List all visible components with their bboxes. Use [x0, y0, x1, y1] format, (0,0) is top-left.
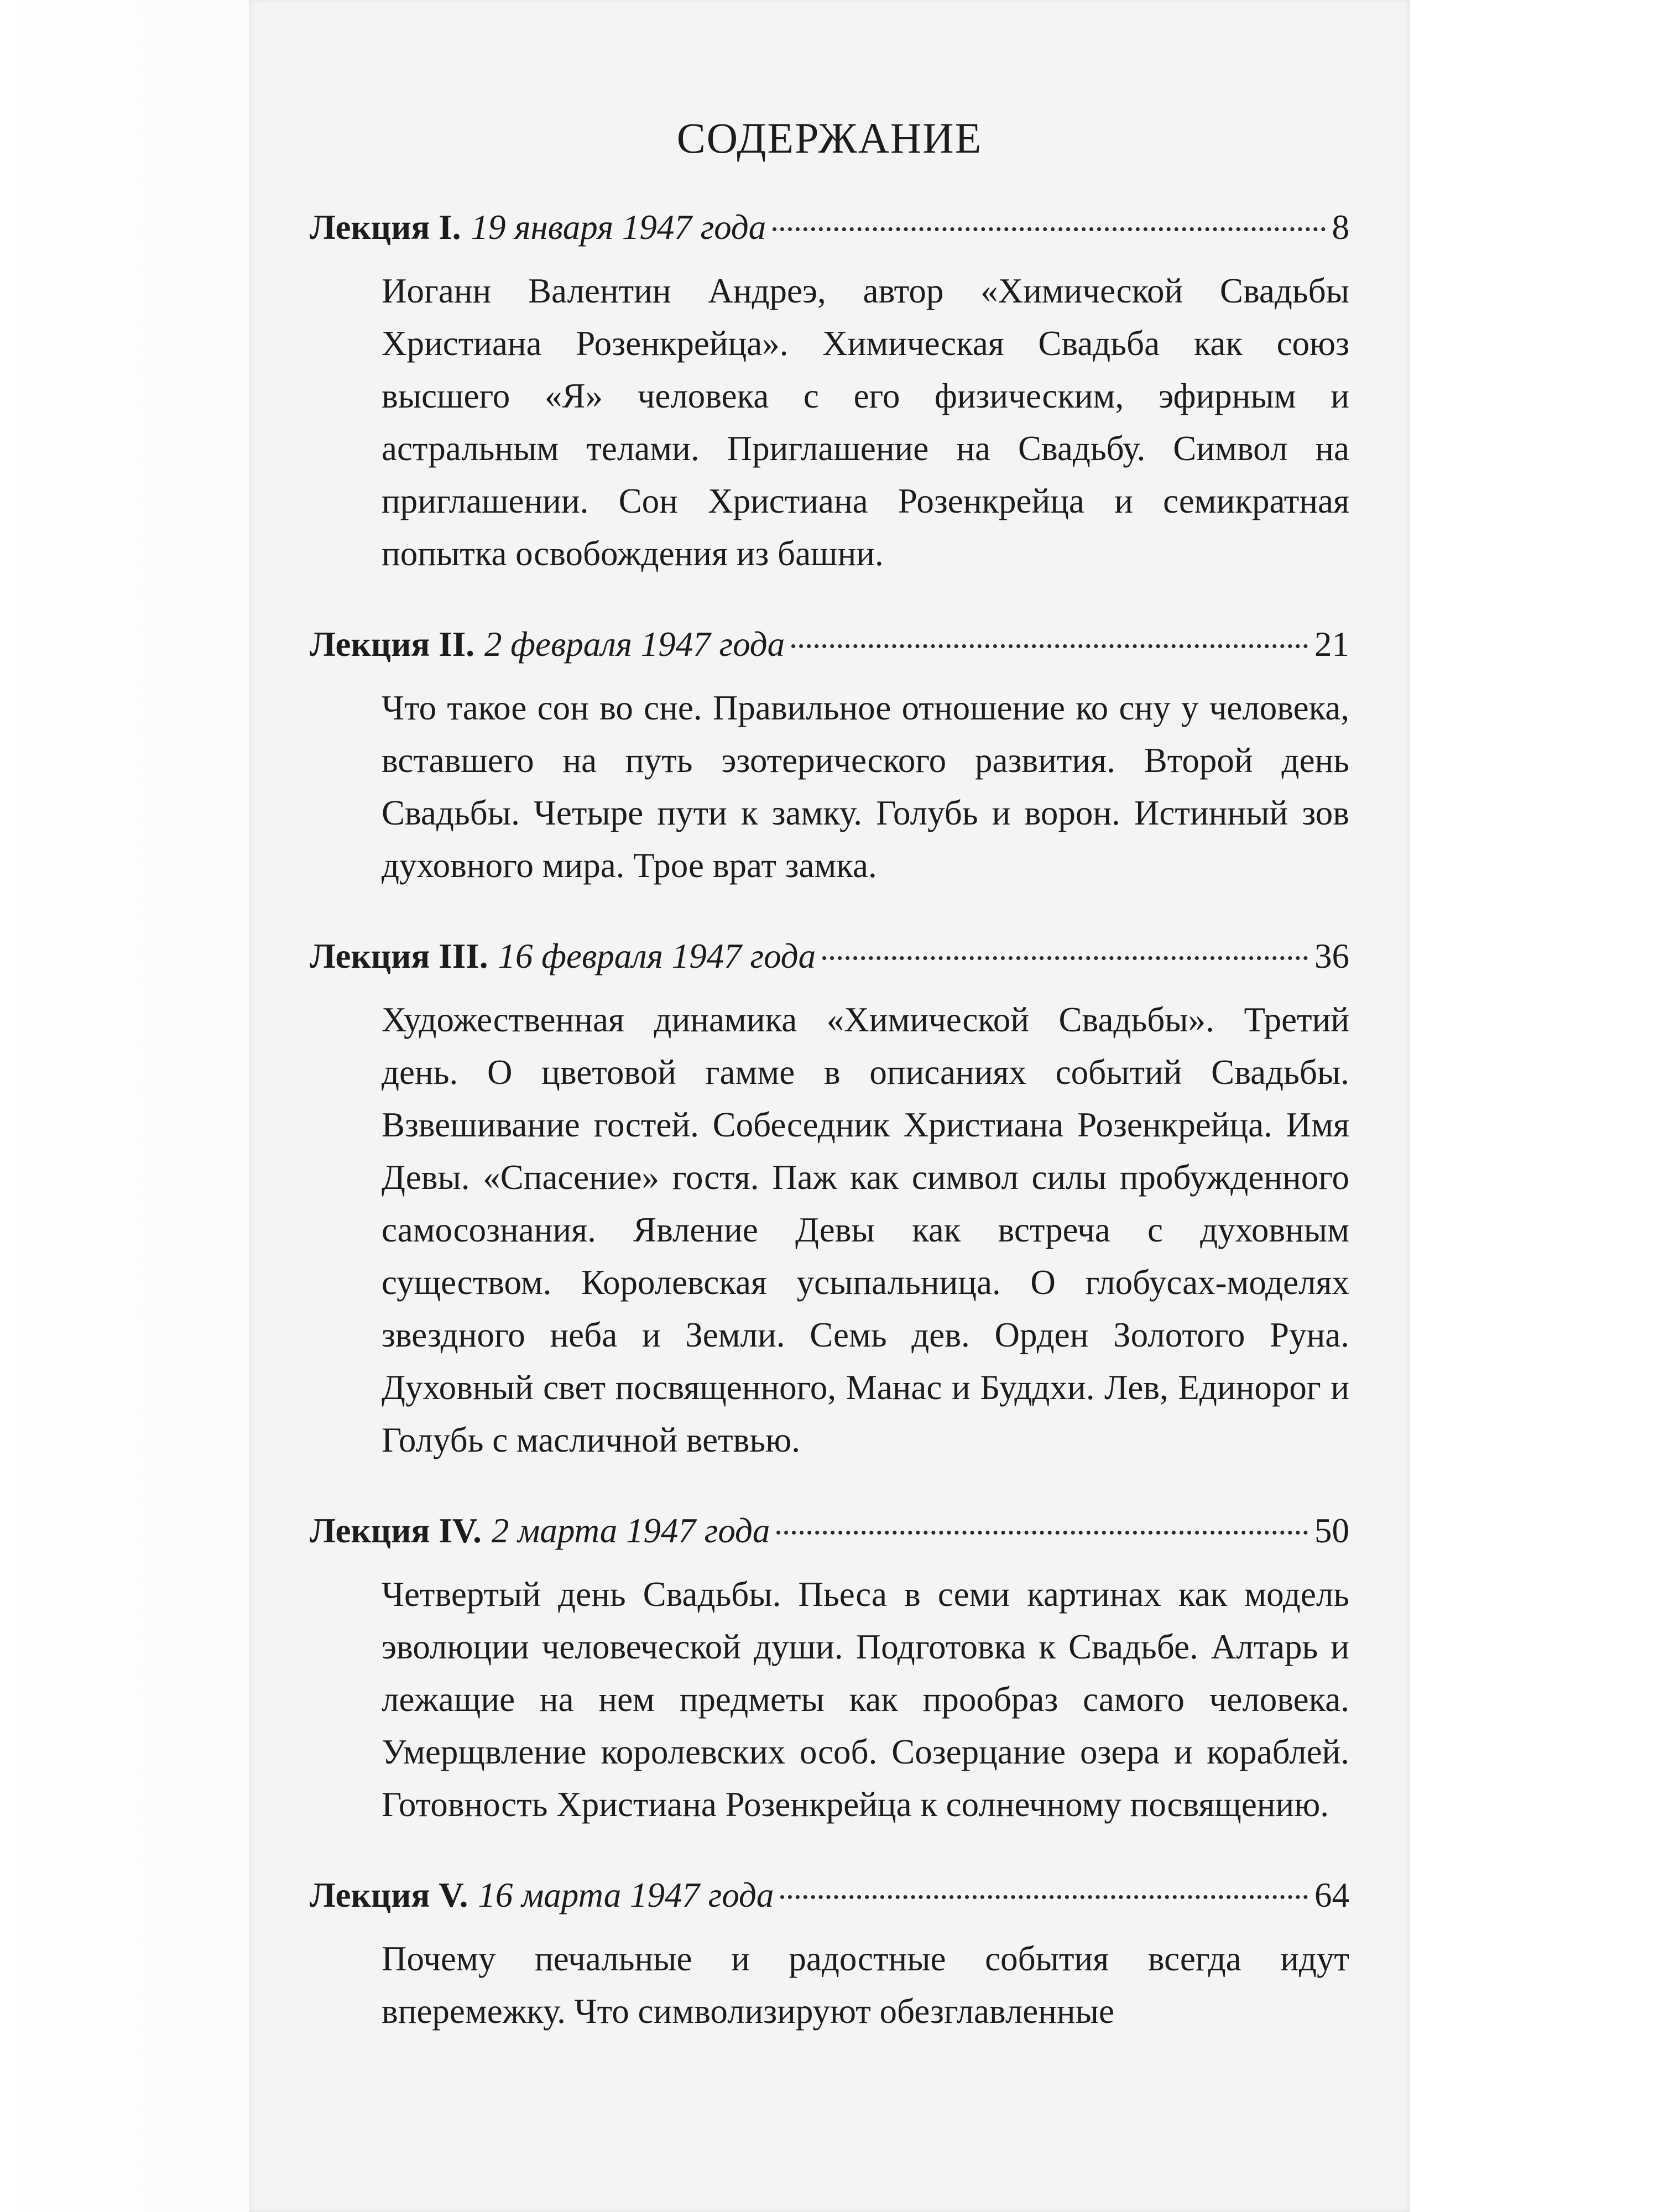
toc-title: СОДЕРЖАНИЕ [676, 114, 983, 162]
lecture-description: Что такое сон во сне. Правильное отношение ко сну у человека, вставшего на путь эзотерического развития. Второй день Свадьбы. Четыре пути к замку. Голубь и ворон. Истинный зов духовного мира. Трое врат замка. [382, 688, 1349, 885]
page-number: 64 [1314, 1876, 1349, 1914]
scan-background-left [0, 0, 249, 2212]
entry-heading [310, 1870, 1349, 1921]
entry-heading [310, 931, 1349, 982]
page-number: 8 [1332, 208, 1349, 247]
dot-leader [780, 1895, 1308, 1899]
toc-entry-lecture-5 [310, 1870, 1349, 2038]
lecture-label: Лекция II. [310, 625, 474, 664]
lecture-description: Художественная динамика «Химической Свадьбы». Третий день. О цветовой гамме в описаниях событий Свадьбы. Взвешивание гостей. Собеседник Христиана Розенкрейца. Имя Девы. «Спасение» гостя. Паж как символ силы пробужденного самосознания. Явление Девы как встреча с духовным существом. Королевская усыпальница. О глобусах-моделях звездного неба и Земли. Семь дев. Орден Золотого Руна. Духовный свет посвященного, Манас и Буддхи. Лев, Единорог и Голубь с масличной ветвью. [382, 1000, 1349, 1459]
dot-leader [791, 644, 1308, 648]
entry-heading [310, 619, 1349, 670]
lecture-date: 16 марта 1947 года [478, 1876, 774, 1914]
toc-entry-lecture-3 [310, 931, 1349, 1467]
lecture-date: 19 января 1947 года [471, 208, 766, 247]
page-number: 36 [1314, 937, 1349, 975]
lecture-date: 16 февраля 1947 года [498, 937, 816, 975]
table-of-contents [310, 113, 1349, 2077]
toc-entry-lecture-1 [310, 202, 1349, 580]
dot-leader [776, 1531, 1308, 1535]
scan-background-right [1410, 0, 1659, 2212]
entry-heading [310, 202, 1349, 253]
lecture-label: Лекция III. [310, 937, 488, 975]
lecture-label: Лекция IV. [310, 1511, 482, 1550]
lecture-description: Четвертый день Свадьбы. Пьеса в семи картинах как модель эволюции человеческой души. Подготовка к Свадьбе. Алтарь и лежащие на нем предметы как прообраз самого человека. Умерщвление королевских особ. Созерцание озера и кораблей. Готовность Христиана Розенкрейца к солнечному посвящению. [382, 1575, 1349, 1824]
dot-leader [822, 956, 1308, 960]
dot-leader [773, 227, 1325, 231]
lecture-label: Лекция V. [310, 1876, 468, 1914]
lecture-date: 2 февраля 1947 года [484, 625, 785, 664]
entry-heading [310, 1505, 1349, 1556]
lecture-label: Лекция I. [310, 208, 461, 247]
toc-entry-lecture-4 [310, 1505, 1349, 1831]
page-number: 21 [1314, 625, 1349, 664]
lecture-date: 2 марта 1947 года [491, 1511, 770, 1550]
toc-entry-lecture-2 [310, 619, 1349, 892]
page-number: 50 [1314, 1511, 1349, 1550]
lecture-description: Почему печальные и радостные события всегда идут вперемежку. Что символизируют обезглавленные [382, 1939, 1349, 2031]
lecture-description: Иоганн Валентин Андреэ, автор «Химической Свадьбы Христиана Розенкрейца». Химическая Свадьба как союз высшего «Я» человека с его физическим, эфирным и астральным телами. Приглашение на Свадьбу. Символ на приглашении. Сон Христиана Розенкрейца и семикратная попытка освобождения из башни. [382, 272, 1349, 573]
